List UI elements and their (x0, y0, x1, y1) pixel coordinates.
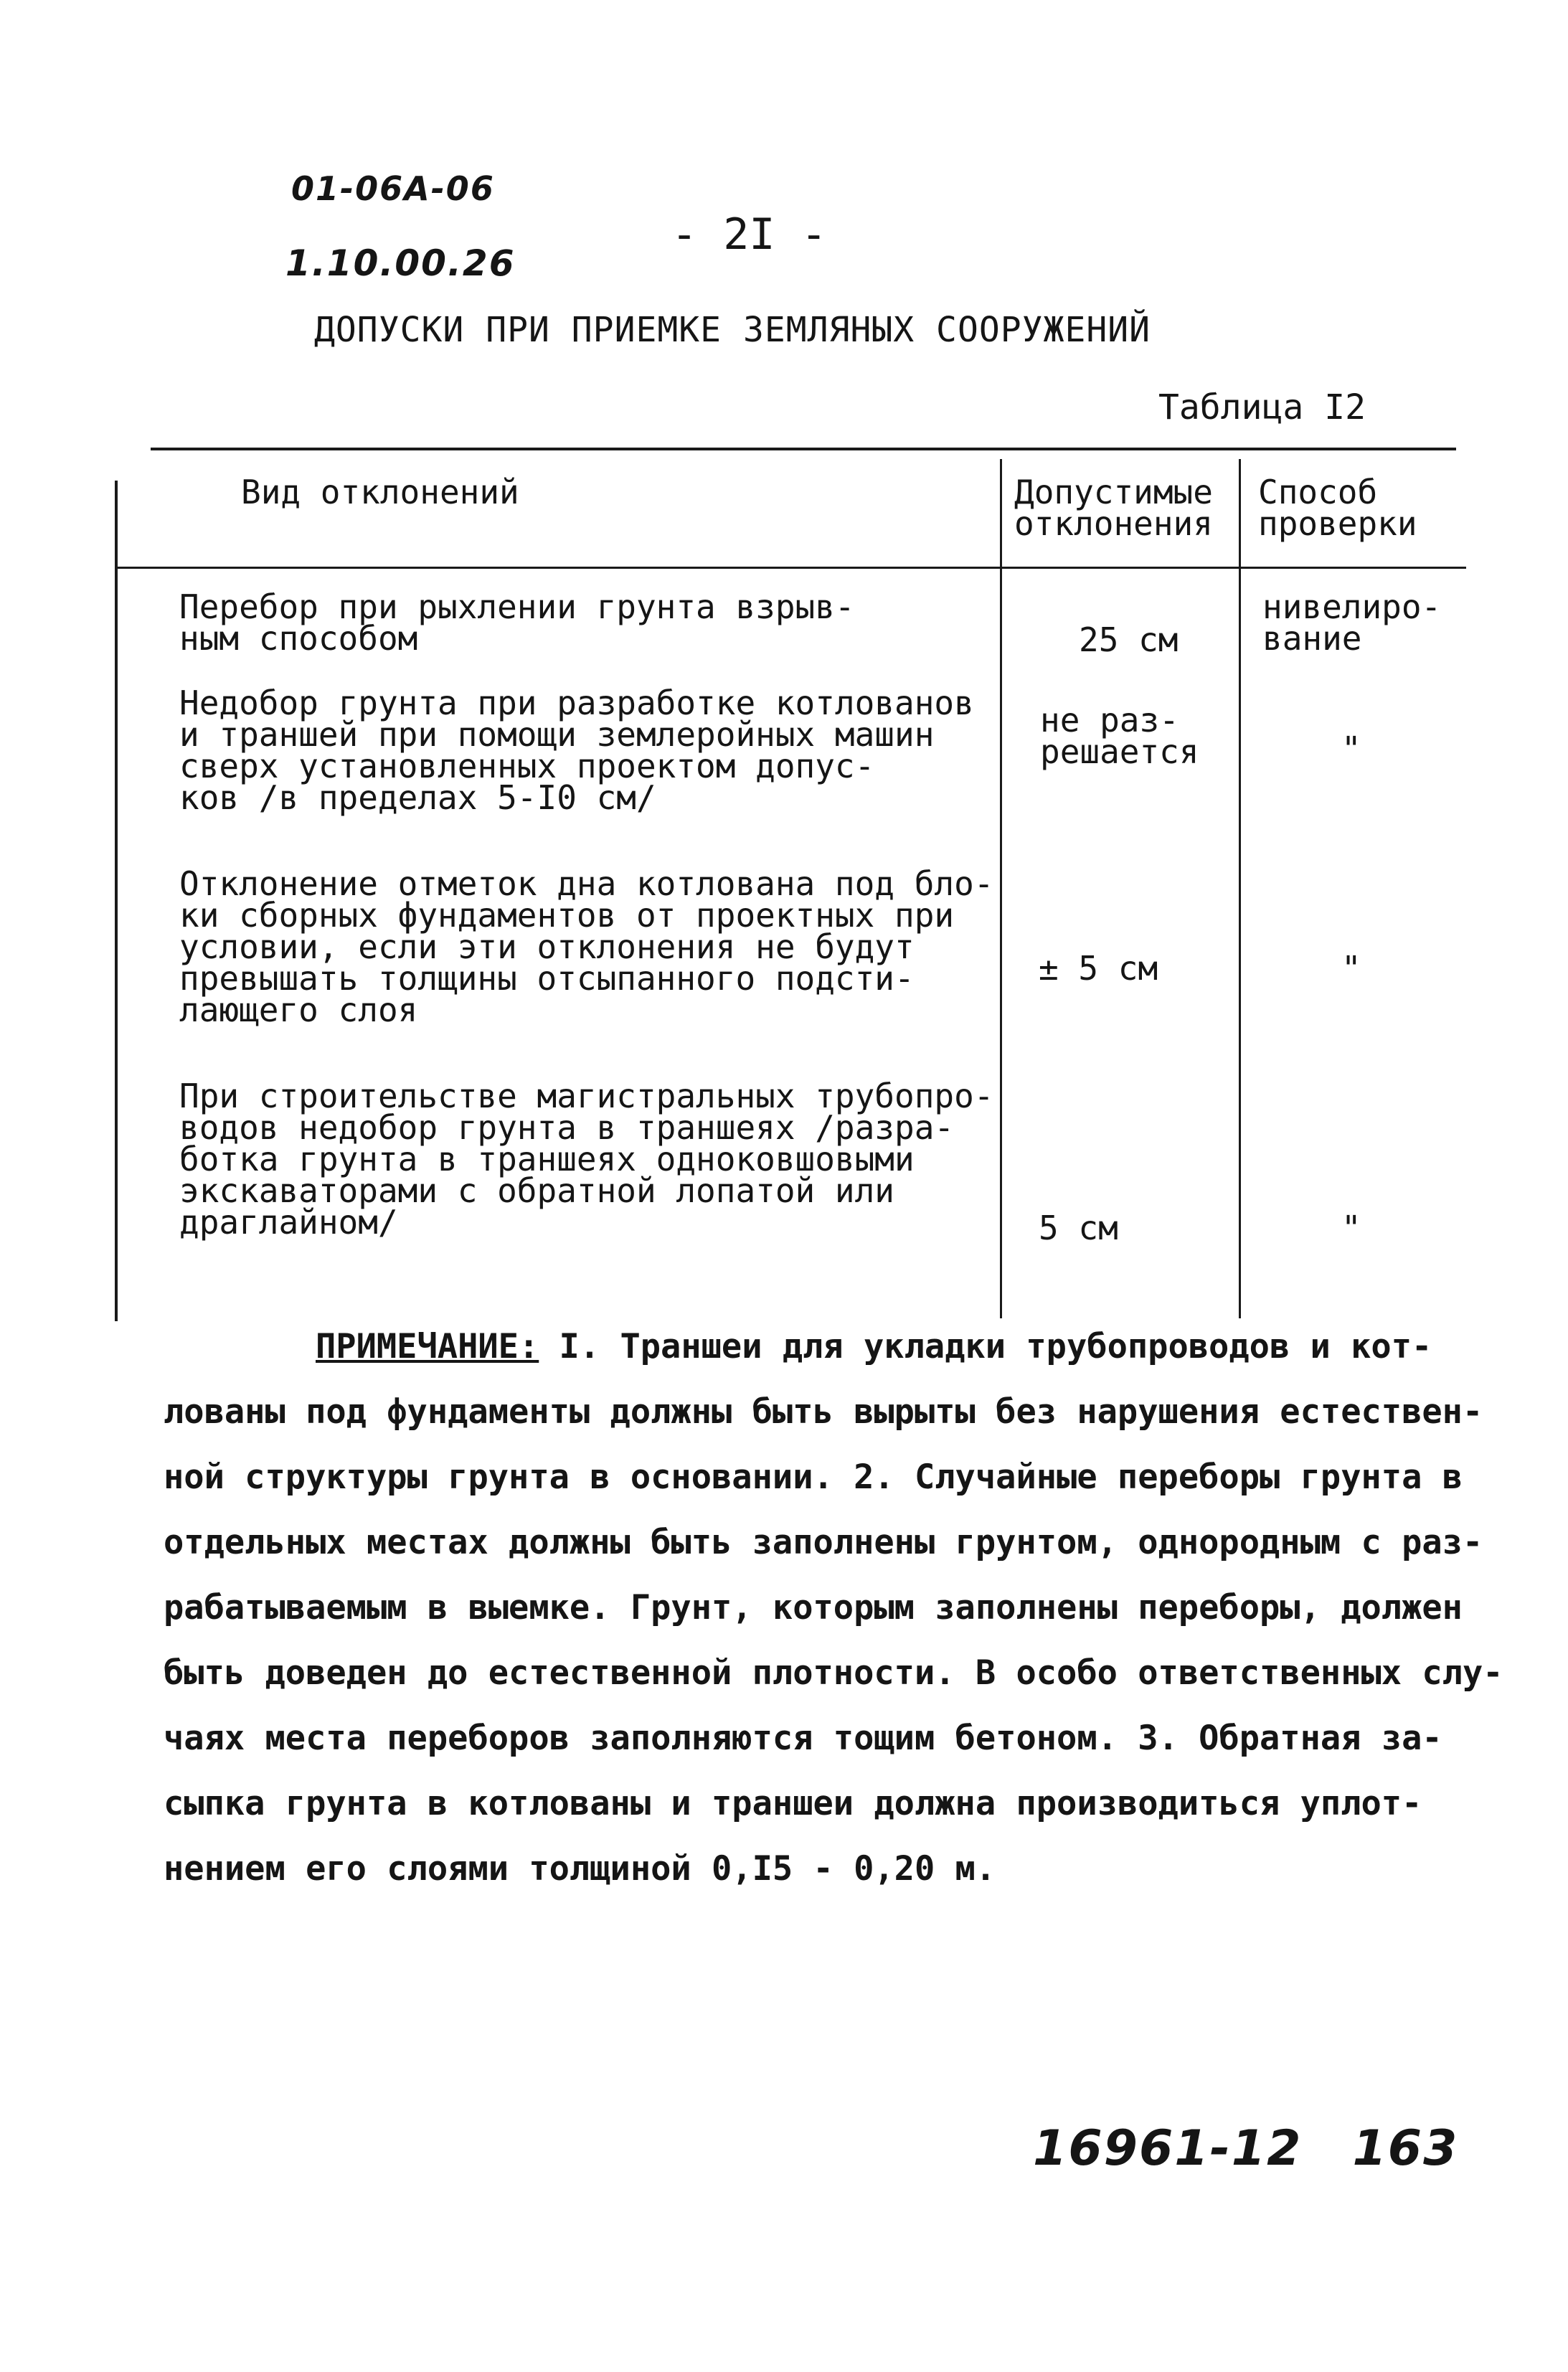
table-row-4-tolerance: 5 см (1039, 1209, 1118, 1247)
table-row-4-kind: При строительстве магистральных трубопро- водов недобор грунта в траншеях /разра- ботка грунта в траншеях одноковшовыми экскаваторами с обратной лопатой или драглайном/ (179, 1077, 994, 1242)
table-row-2-kind: Недобор грунта при разработке котлованов и траншей при помощи землеройных машин сверх установленных проектом допус- ков /в пределах 5-I0 см/ (179, 684, 974, 817)
note-paragraph (164, 1314, 1503, 1901)
note-line: сыпка грунта в котлованы и траншеи должна производиться уплот- (164, 1784, 1422, 1823)
table-row-1-method: нивелиро- вание (1262, 587, 1442, 658)
note-line: нением его слоями толщиной 0,I5 - 0,20 м. (164, 1849, 996, 1889)
table-header-rule (118, 567, 1466, 569)
table-row-3-method: " (1341, 949, 1361, 988)
document-code: 01-06А-06 (291, 169, 495, 208)
table-top-rule (151, 448, 1456, 450)
note-line: быть доведен до естественной плотности. В особо ответственных слу- (164, 1653, 1503, 1693)
footer-numbers (1033, 2120, 1508, 2177)
note-line: ной структуры грунта в основании. 2. Случайные переборы грунта в (164, 1457, 1463, 1497)
table-row-1-kind: Перебор при рыхлении грунта взрыв- ным способом (179, 587, 855, 658)
note-line: рабатываемым в выемке. Грунт, которым заполнены переборы, должен (164, 1588, 1463, 1627)
table-row-1-tolerance: 25 см (1079, 620, 1179, 659)
column-header-tolerance: Допустимые отклонения (1014, 473, 1213, 543)
note-line: чаях места переборов заполняются тощим бетоном. 3. Обратная за- (164, 1719, 1442, 1758)
table-left-rule (115, 481, 118, 1321)
table-row-3-tolerance: ± 5 см (1039, 949, 1158, 988)
sheet-number: 163 (1352, 2120, 1459, 2177)
note-line: отдельных местах должны быть заполнены грунтом, однородным с раз- (164, 1523, 1483, 1562)
inventory-number: 16961-12 (1033, 2120, 1303, 2177)
table-row-4-method: " (1341, 1209, 1361, 1247)
column-header-method: Способ проверки (1258, 473, 1417, 543)
table-column-divider-1 (1000, 459, 1002, 1318)
table-row-3-kind: Отклонение отметок дна котлована под бло- ки сборных фундаментов от проектных при условии, если эти отклонения не будут превышать толщины отсыпанного подсти- лающего слоя (179, 864, 994, 1029)
note-line: лованы под фундаменты должны быть вырыты без нарушения естествен- (164, 1392, 1483, 1432)
table-row-2-method: " (1341, 729, 1361, 768)
table-column-divider-2 (1239, 459, 1241, 1318)
page-title: ДОПУСКИ ПРИ ПРИЕМКЕ ЗЕМЛЯНЫХ СООРУЖЕНИЙ (314, 310, 1151, 350)
table-caption: Таблица I2 (1158, 387, 1366, 427)
document-subcode: 1.10.00.26 (285, 242, 516, 284)
note-first-line: I. Траншеи для укладки трубопроводов и кот- (539, 1327, 1432, 1366)
note-label: ПРИМЕЧАНИЕ: (316, 1327, 539, 1366)
column-header-kind: Вид отклонений (241, 473, 519, 511)
table-row-2-tolerance: не раз- решается (1040, 701, 1199, 771)
page-number: - 2I - (671, 209, 827, 260)
